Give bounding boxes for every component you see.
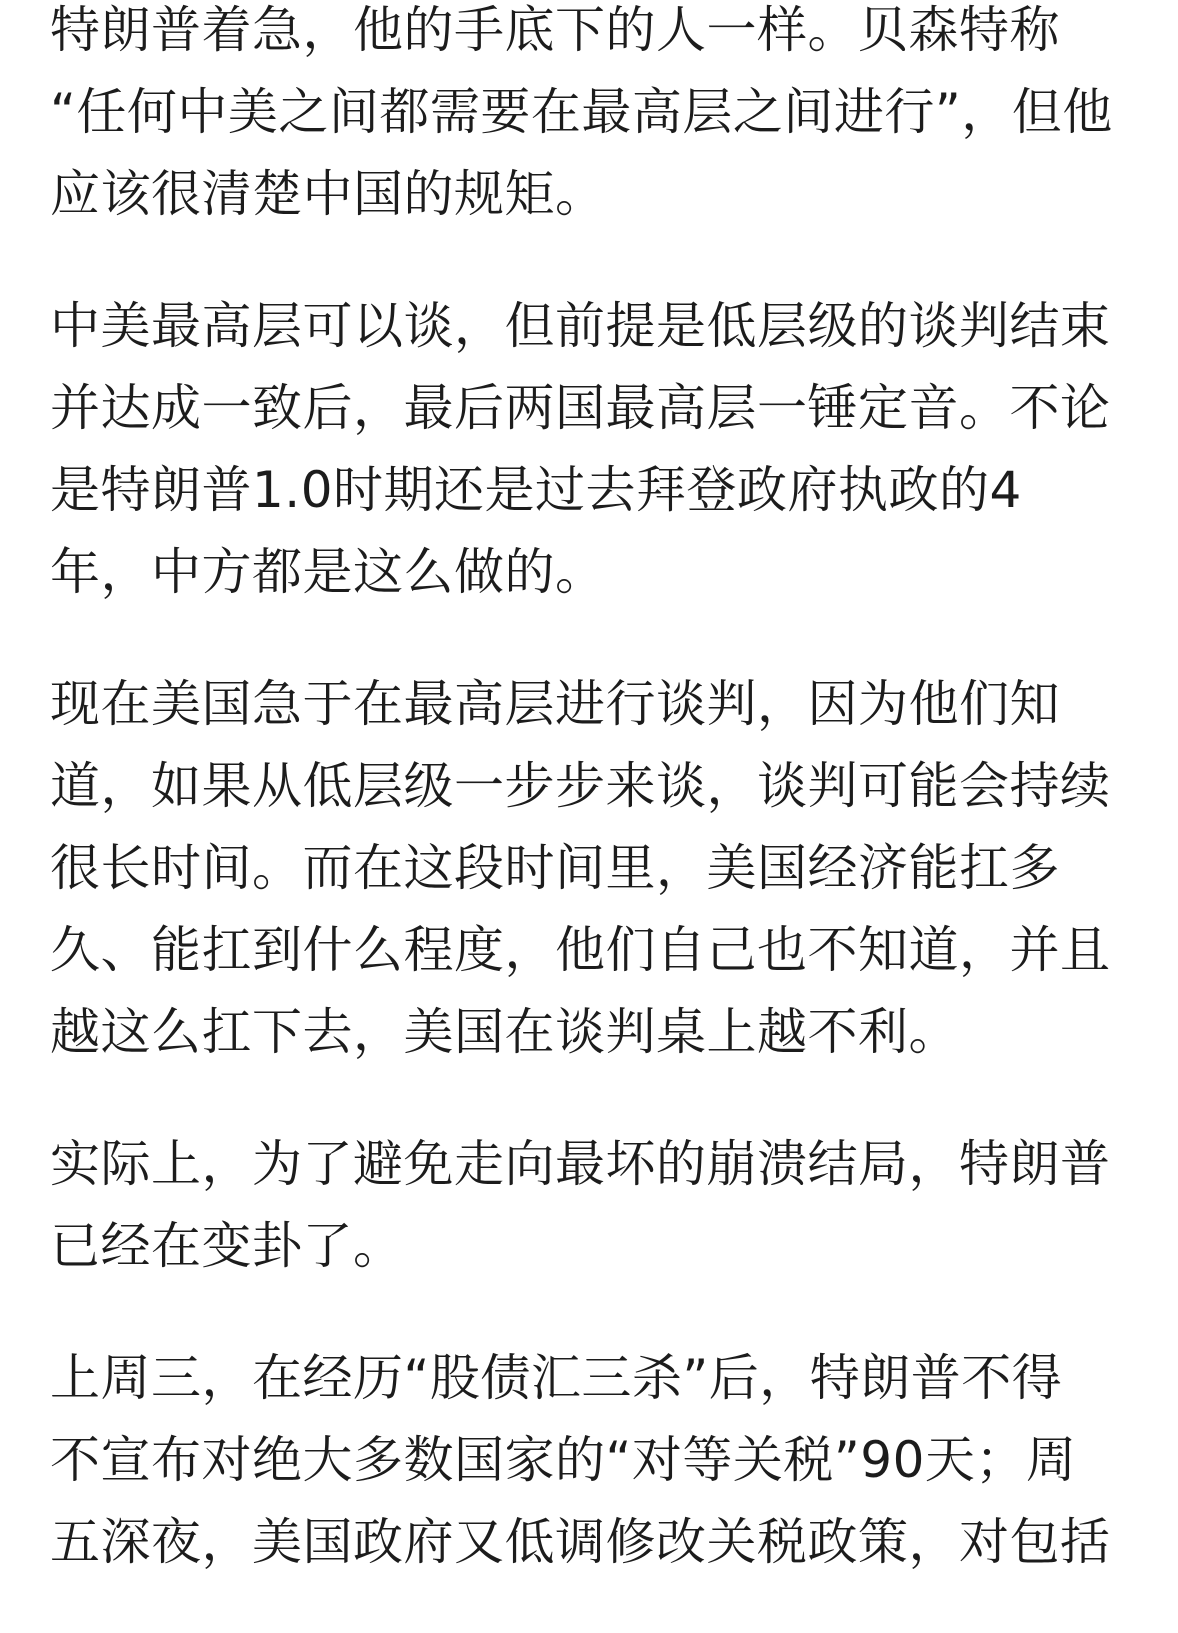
paragraph-1 (50, 0, 1130, 235)
text-line: 五深夜，美国政府又低调修改关税政策，对包括 (50, 1513, 1111, 1571)
article-body (50, 0, 1130, 1633)
paragraph-5 (50, 1337, 1130, 1583)
text-line: 久、能扛到什么程度，他们自己也不知道，并且 (50, 921, 1111, 979)
text-line: 越这么扛下去，美国在谈判桌上越不利。 (50, 1003, 959, 1061)
text-line: 特朗普着急，他的手底下的人一样。贝森特称 (50, 1, 1060, 59)
text-line: 已经在变卦了。 (50, 1217, 404, 1275)
paragraph-2 (50, 285, 1130, 613)
paragraph-4 (50, 1123, 1130, 1287)
text-line: 很长时间。而在这段时间里，美国经济能扛多 (50, 839, 1060, 897)
text-line: 年，中方都是这么做的。 (50, 543, 606, 601)
text-line: 是特朗普1.0时期还是过去拜登政府执政的4 (50, 461, 1022, 519)
text-line: 应该很清楚中国的规矩。 (50, 165, 606, 223)
text-line: 并达成一致后，最后两国最高层一锤定音。不论 (50, 379, 1111, 437)
text-line: 道，如果从低层级一步步来谈，谈判可能会持续 (50, 757, 1111, 815)
text-line: 现在美国急于在最高层进行谈判，因为他们知 (50, 675, 1060, 733)
text-line: 不宣布对绝大多数国家的“对等关税”90天；周 (50, 1431, 1077, 1489)
text-line: 上周三，在经历“股债汇三杀”后，特朗普不得 (50, 1349, 1063, 1407)
text-line: 中美最高层可以谈，但前提是低层级的谈判结束 (50, 297, 1111, 355)
paragraph-3 (50, 663, 1130, 1073)
text-line: “任何中美之间都需要在最高层之间进行”，但他 (50, 83, 1113, 141)
text-line: 实际上，为了避免走向最坏的崩溃结局，特朗普 (50, 1135, 1111, 1193)
